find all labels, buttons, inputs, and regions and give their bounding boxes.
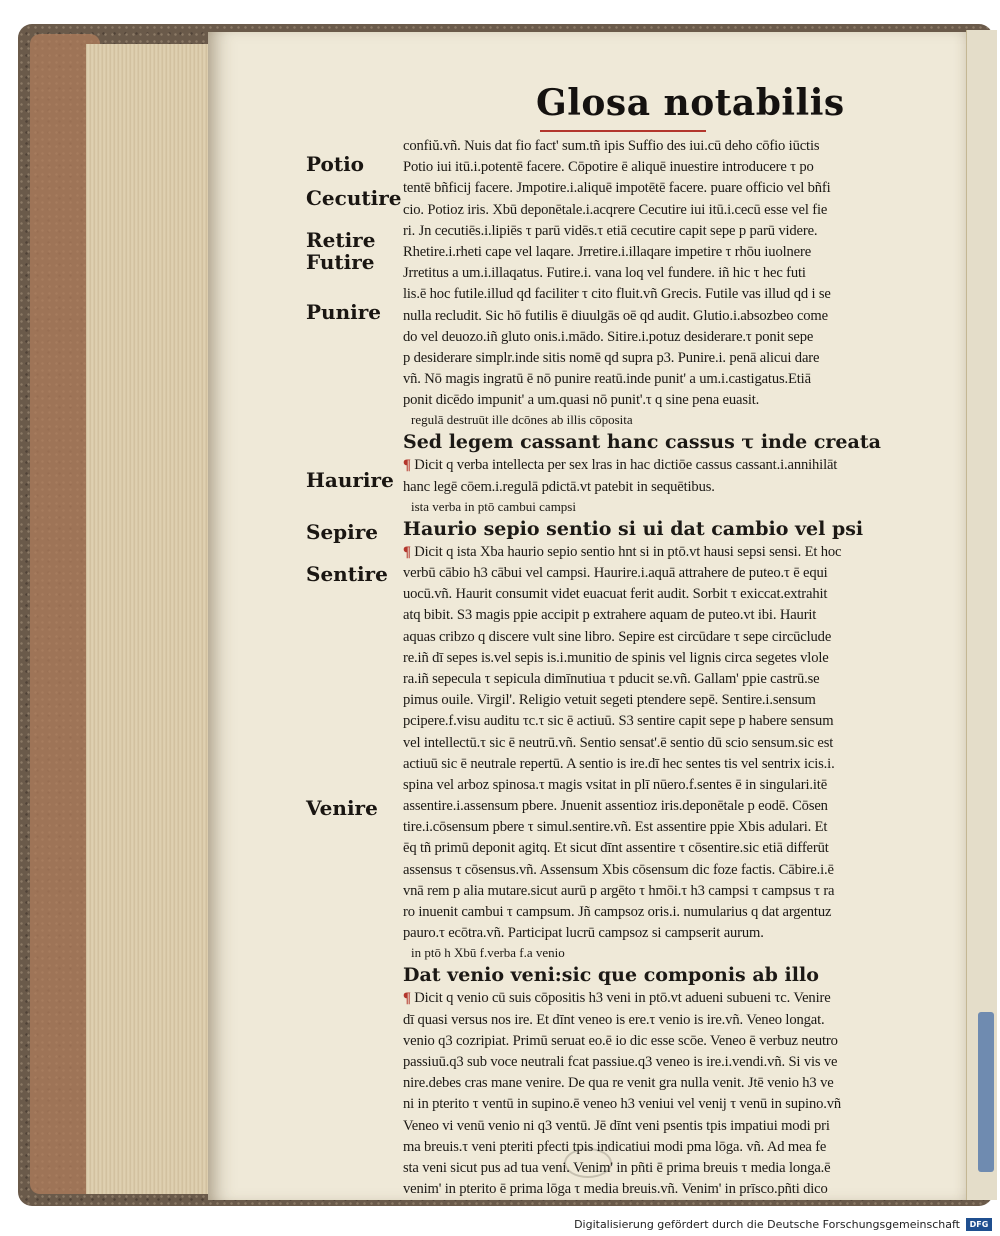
- text-column: [403, 136, 948, 1200]
- text-line: Rhetire.i.rheti cape vel laqare. Jrretire.i.illaqare impetire τ rhōu iuolnere: [403, 243, 812, 260]
- text-line: dī quasi versus nos ire. Et dīnt veneo is ere.τ venio is ire.vñ. Veneo longat.: [403, 1011, 825, 1028]
- text-line: ēq tñ primū deponit agitq. Et sicut dīnt assentire τ cōsentire.sic etiā differūt: [403, 840, 829, 857]
- text-line: ponit dicēdo impunit' a um.quasi nō punit'.τ q sine pena euasit.: [403, 392, 760, 409]
- text-line: vñ. Nō magis ingratū ē nō punire reatū.inde punit' a um.i.castigatus.Etiā: [403, 371, 811, 388]
- margin-word: Sepire: [306, 520, 379, 544]
- margin-word: Futire: [306, 250, 375, 274]
- text-line: Veneo vi venū venio ni q3 ventū. Jē dīnt veni psentis tpis impatiui modi pri: [403, 1117, 830, 1134]
- page-stack: [86, 44, 227, 1194]
- text-line: ¶ Dicit q ista Xba haurio sepio sentio hnt si in ptō.vt hausi sepsi sensi. Et hoc: [403, 543, 842, 560]
- margin-word: Retire: [306, 228, 376, 252]
- margin-word: Sentire: [306, 562, 388, 586]
- blue-tab: [978, 1012, 994, 1172]
- text-line: assentire.i.assensum pbere. Jnuenit assentioz iris.deponētale p eodē. Cōsen: [403, 798, 828, 815]
- margin-word: Cecutire: [306, 186, 402, 210]
- text-line: passiuū.q3 sub voce neutrali fcat passiue.q3 veneo is ire.i.vendi.vñ. Si vis ve: [403, 1053, 838, 1070]
- footer-credit: Digitalisierung gefördert durch die Deutsche Forschungsgemeinschaft: [574, 1218, 960, 1231]
- text-line: pcipere.f.visu auditu τc.τ sic ē actiuū. S3 sentire capit sepe p habere sensum: [403, 713, 834, 730]
- text-line: assensus τ cōsensus.vñ. Assensum Xbis cōsensum dic foze factis. Cābire.i.ē: [403, 861, 834, 878]
- text-line: pauro.τ ecōtra.vñ. Participat lucrū campsoz si campserit aurum.: [403, 925, 764, 942]
- margin-word: Potio: [306, 152, 365, 176]
- text-line: tire.i.cōsensum pbere τ simul.sentire.vñ. Est assentire ppie Xbis adulari. Et: [403, 819, 828, 836]
- text-line: uocū.vñ. Haurit consumit videt euacuat ferit audit. Sorbit τ exiccat.extrahit: [403, 586, 828, 603]
- text-line: hanc legē cōem.i.regulā pdictā.vt patebit in sequētibus.: [403, 478, 715, 495]
- text-line: tentē bñficij facere. Jmpotire.i.aliquē impotētē facere. puare officio vel bñfi: [403, 180, 831, 197]
- rubric-line: [540, 130, 706, 132]
- text-line: vnā rem p alia mutare.sicut aurū p argēto τ hmōi.τ h3 campsi τ campsus τ ra: [403, 882, 835, 899]
- paragraph-mark: ¶: [403, 457, 415, 474]
- verse-lemma: Haurio sepio sentio si ui dat cambio vel psi: [403, 517, 864, 540]
- text-line: aquas cribzo q discere vult sine libro. Sepire est circūdare τ sepe circūclude: [403, 628, 832, 645]
- paragraph-mark: ¶: [403, 543, 415, 560]
- text-line: ro inuenit cambui τ campsum. Jñ campsoz oris.i. numularius q dat argentuz: [403, 904, 832, 920]
- margin-word: Haurire: [306, 468, 394, 492]
- interlinear-gloss: regulā destruūt ille dcōnes ab illis cōposita: [411, 412, 633, 428]
- text-line: do vel deuozo.iñ gluto onis.i.mādo. Sitire.i.potuz desiderare.τ ponit sepe: [403, 328, 814, 345]
- text-line: Jrretitus a um.i.illaqatus. Futire.i. vana loq vel fundere. iñ hic τ hec futi: [403, 265, 806, 282]
- text-line: confiŭ.vñ. Nuis dat fio fact' sum.tñ ipis Suffio des iui.cū deho cōfio iūctis: [403, 138, 820, 154]
- margin-word: Venire: [306, 796, 378, 820]
- paragraph-mark: ¶: [403, 990, 415, 1007]
- text-line: venim' in pterito ē prima lōga τ media breuis.vñ. Venim' in prīsco.pñti dico: [403, 1181, 828, 1198]
- text-line: venio q3 cozripiat. Primū seruat eo.ē io dic esse scōe. Veneo ē verbuz neutro: [403, 1032, 838, 1049]
- text-line: lis.ē hoc futile.illud qd faciliter τ cito fluit.vñ Grecis. Futile vas illud qd i se: [403, 286, 831, 303]
- text-line: ri. Jn cecutiēs.i.lipiēs τ parū vidēs.τ etiā cecutire capit sepe p parū videre.: [403, 222, 818, 239]
- running-head: Glosa notabilis: [536, 82, 845, 124]
- dfg-logo: DFG: [966, 1218, 992, 1231]
- text-line: actiuū sic ē neutrale repertū. A sentio is ire.dī hec sentes tis vel sentrix icis.i.: [403, 755, 835, 772]
- text-line: nulla recludit. Sic hō futilis ē diuulgās oē qd audit. Glutio.i.absozbeo come: [403, 307, 828, 324]
- text-line: atq bibit. S3 magis ppie accipit p extrahere aquam de puteo.vt ibi. Haurit: [403, 607, 817, 624]
- text-line: re.iñ dī sepes is.vel sepis is.i.munitio de spinis vel lignis circa segetes vlole: [403, 649, 829, 666]
- text-line: spina vel arboz spinosa.τ magis vsitat in plī nūero.f.sentes ē in singulari.itē: [403, 776, 828, 793]
- text-line: Potio iui itū.i.potentē facere. Cōpotire ē aliquē inuestire introducere τ po: [403, 159, 814, 176]
- text-line: nire.debes cras mane venire. De qua re venit gra nulla venit. Jtē venio h3 ve: [403, 1075, 834, 1092]
- footer-bar: [0, 1214, 1000, 1236]
- text-line: vel intellectū.τ sic ē neutrū.vñ. Sentio sensat'.ē sentio dū scio sensum.sic est: [403, 734, 834, 751]
- interlinear-gloss: in ptō h Xbū f.verba f.a venio: [411, 945, 565, 961]
- verse-lemma: Sed legem cassant hanc cassus τ inde creata: [403, 431, 881, 454]
- verse-lemma: Dat venio veni:sic que componis ab illo: [403, 964, 819, 987]
- text-line: ¶ Dicit q verba intellecta per sex lras in hac dictiōe cassus cassant.i.annihilāt: [403, 457, 838, 474]
- text-line: sta veni sicut pus ad tua veni. Venim' in pñti ē prima breuis τ media longa.ē: [403, 1159, 831, 1176]
- interlinear-gloss: ista verba in ptō cambui campsi: [411, 498, 576, 514]
- text-line: pimus ouile. Virgil'. Religio vetuit segeti ptendere sepē. Sentire.i.sensum: [403, 692, 816, 709]
- text-line: ra.iñ sepecula τ sepicula dimīnutiua τ pducit se.vñ. Gallam' ppie castrū.se: [403, 670, 820, 687]
- margin-word: Punire: [306, 300, 381, 324]
- text-line: p desiderare simplr.inde sitis nomē qd supra p3. Punire.i. penā alicui dare: [403, 349, 820, 366]
- text-line: cio. Potioz iris. Xbū deponētale.i.acqrere Cecutire iui itū.i.cecū esse vel fie: [403, 201, 828, 218]
- text-line: verbū cābio h3 cābui vel campsi. Haurire.i.aquā attrahere de puteo.τ ē equi: [403, 565, 828, 581]
- text-line: ma breuis.τ veni pteriti pfecti tpis indicatiui modi pma lōga. vñ. Ad mea fe: [403, 1138, 827, 1155]
- text-line: ¶ Dicit q venio cū suis cōpositis h3 veni in ptō.vt adueni subueni τc. Venire: [403, 990, 831, 1007]
- text-line: ni in pterito τ ventū in supino.ē veneo h3 veniui vel venij τ venū in supino.vñ: [403, 1096, 842, 1113]
